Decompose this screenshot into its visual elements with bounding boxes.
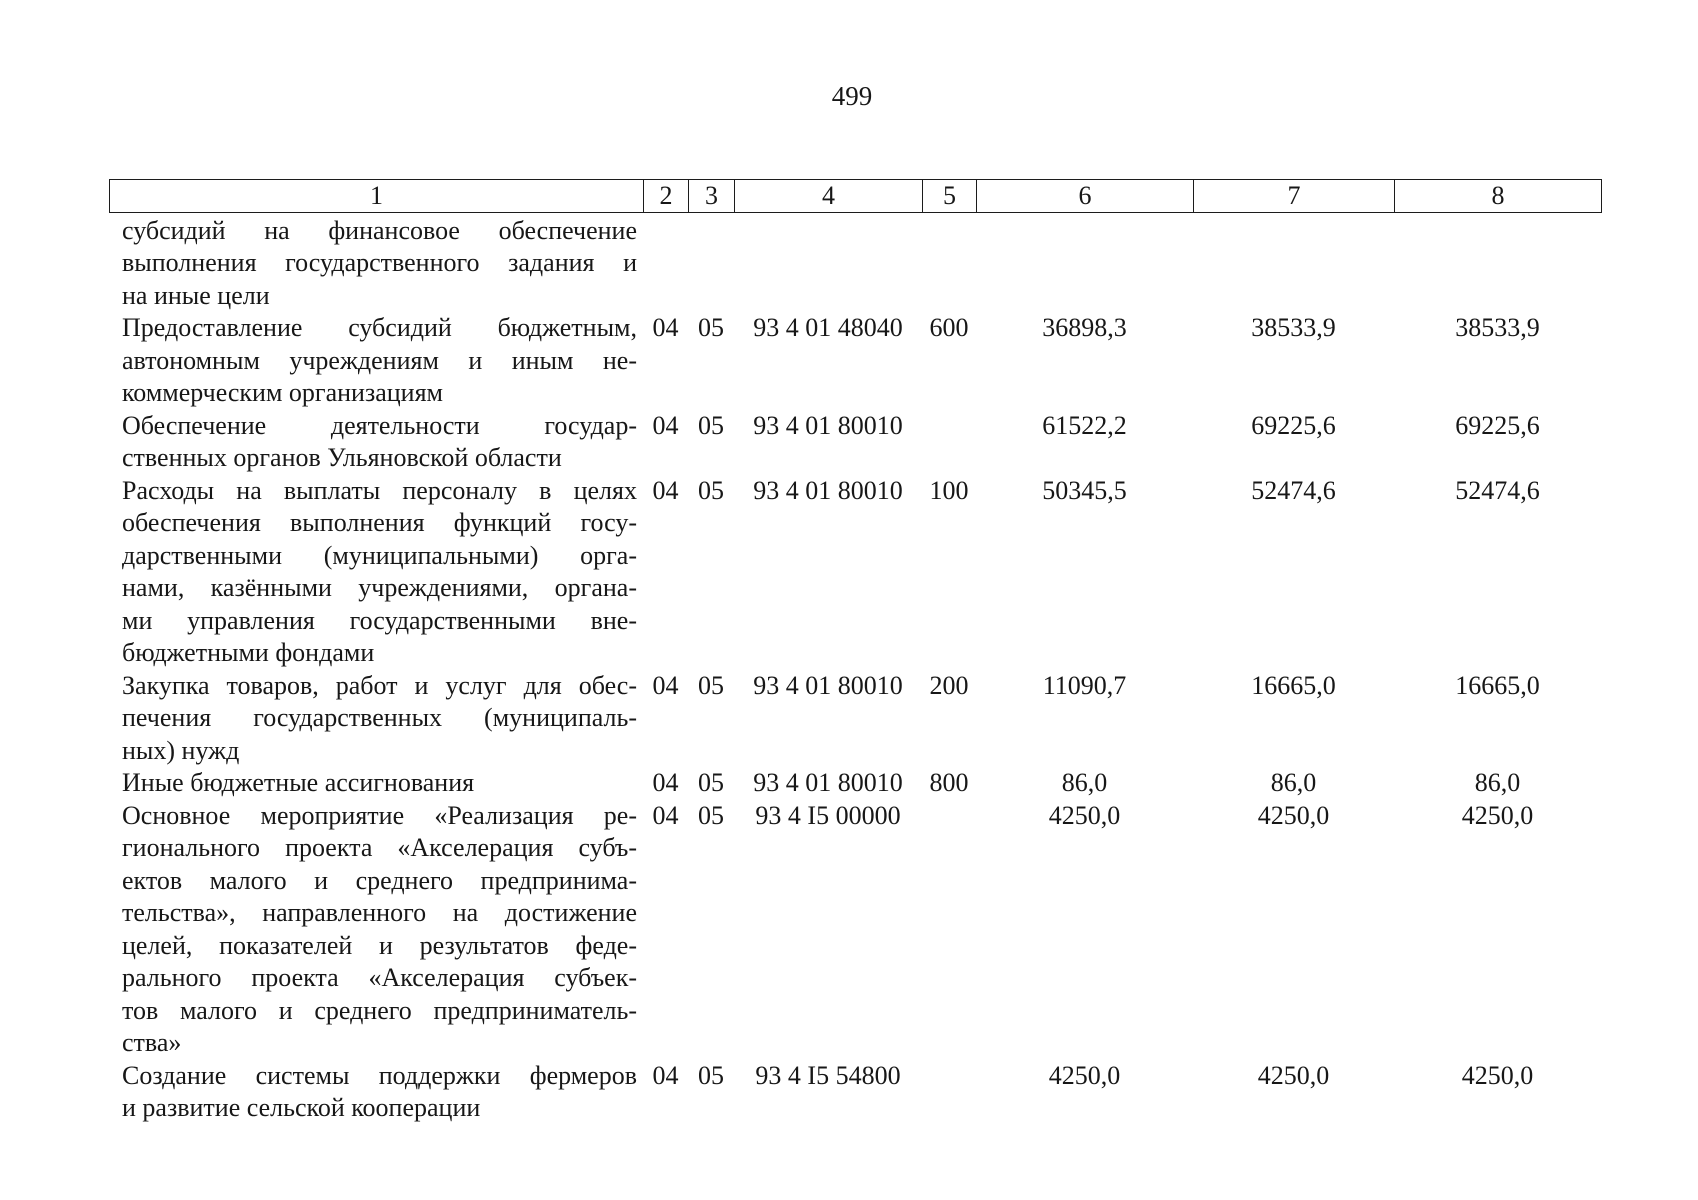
cell-col-6: 4250,0 (1048, 800, 1121, 830)
table-row (110, 767, 1601, 800)
cell-col-5: 800 (929, 768, 969, 797)
description-line: Закупка товаров, работ и услуг для обес- (122, 670, 637, 700)
cell-col-7: 4250,0 (1257, 1060, 1330, 1090)
cell-col-5: 600 (929, 313, 969, 342)
header-cell-col-7: 7 (1193, 180, 1394, 212)
description-line: на иные цели (122, 280, 270, 310)
cell-col-3: 05 (698, 475, 724, 505)
header-cell-col-2: 2 (643, 180, 688, 212)
table-row (110, 800, 1601, 1060)
cell-col-6: 86,0 (1061, 768, 1108, 797)
description-line: целей, показателей и результатов феде- (122, 930, 637, 960)
table-row (110, 1060, 1601, 1125)
description-line: гионального проекта «Акселерация субъ- (122, 833, 637, 862)
cell-col-2: 04 (652, 313, 679, 342)
description-line: Расходы на выплаты персоналу в целях (122, 475, 637, 505)
header-cell-col-1: 1 (370, 181, 383, 210)
description-line: коммерческим организациям (122, 378, 444, 407)
cell-col-4: 93 4 01 80010 (753, 410, 903, 440)
row-description (110, 215, 643, 313)
cell-col-8: 69225,6 (1455, 410, 1540, 440)
table-header-row (110, 180, 1601, 212)
cell-col-4: 93 4 I5 00000 (755, 800, 901, 830)
description-line: ных) нужд (122, 735, 240, 765)
header-cell-col-3: 3 (688, 180, 734, 212)
description-line: ственных органов Ульяновской области (122, 443, 562, 472)
cell-col-6: 61522,2 (1042, 410, 1127, 440)
cell-col-8: 16665,0 (1455, 670, 1540, 700)
description-line: бюджетными фондами (122, 638, 375, 667)
cell-col-8: 86,0 (1474, 768, 1521, 797)
description-line: рального проекта «Акселерация субъек- (122, 963, 637, 992)
row-description (110, 312, 643, 410)
cell-col-7: 4250,0 (1257, 800, 1330, 830)
cell-col-4: 93 4 01 80010 (753, 768, 903, 797)
row-description (110, 1060, 643, 1125)
description-line: обеспечения выполнения функций госу- (122, 508, 637, 537)
cell-col-2: 04 (652, 410, 679, 440)
row-description (110, 475, 643, 670)
cell-col-2: 04 (652, 800, 679, 830)
cell-col-6: 11090,7 (1042, 670, 1127, 700)
budget-table (110, 180, 1601, 1125)
cell-col-2: 04 (652, 475, 679, 505)
cell-col-6: 4250,0 (1048, 1060, 1121, 1090)
description-line: Иные бюджетные ассигнования (122, 768, 475, 797)
table-row (110, 312, 1601, 410)
row-description (110, 767, 643, 800)
header-cell-col-4: 4 (734, 180, 922, 212)
cell-col-7: 38533,9 (1251, 313, 1336, 342)
cell-col-3: 05 (698, 313, 724, 342)
cell-col-7: 52474,6 (1251, 475, 1336, 505)
description-line: ектов малого и среднего предпринима- (122, 865, 637, 895)
cell-col-7: 86,0 (1270, 768, 1317, 797)
cell-col-4: 93 4 01 48040 (753, 313, 903, 342)
cell-col-6: 50345,5 (1042, 475, 1127, 505)
page-number: 499 (831, 81, 873, 111)
cell-col-3: 05 (698, 670, 724, 700)
cell-col-8: 4250,0 (1461, 1060, 1534, 1090)
cell-col-7: 16665,0 (1251, 670, 1336, 700)
description-line: тельства», направленного на достижение (122, 898, 637, 927)
header-cell-col-6: 6 (976, 180, 1193, 212)
cell-col-7: 69225,6 (1251, 410, 1336, 440)
cell-col-5: 100 (929, 475, 969, 505)
description-line: нами, казёнными учреждениями, органа- (122, 573, 637, 602)
cell-col-8: 4250,0 (1461, 800, 1534, 830)
row-description (110, 410, 643, 475)
description-line: ми управления государственными вне- (122, 605, 637, 635)
description-line: Основное мероприятие «Реализация ре- (122, 800, 637, 830)
description-line: дарственными (муниципальными) орга- (122, 540, 637, 570)
table-row (110, 475, 1601, 670)
description-line: Создание системы поддержки фермеров (122, 1060, 637, 1090)
description-line: Обеспечение деятельности государ- (122, 410, 637, 440)
description-line: печения государственных (муниципаль- (122, 703, 637, 732)
cell-col-3: 05 (698, 800, 724, 830)
cell-col-8: 52474,6 (1455, 475, 1540, 505)
description-line: автономным учреждениям и иным не- (122, 345, 637, 375)
header-cell-col-5: 5 (922, 180, 976, 212)
cell-col-6: 36898,3 (1042, 313, 1127, 342)
cell-col-5: 200 (929, 670, 969, 700)
table-body (110, 215, 1601, 1125)
header-cell-col-8: 8 (1394, 180, 1601, 212)
table-row (110, 670, 1601, 768)
cell-col-3: 05 (698, 1060, 724, 1090)
table-row (110, 410, 1601, 475)
description-line: и развитие сельской кооперации (122, 1093, 481, 1122)
cell-col-2: 04 (652, 1060, 679, 1090)
description-line: выполнения государственного задания и (122, 248, 637, 277)
cell-col-8: 38533,9 (1455, 313, 1540, 342)
table-row (110, 215, 1601, 313)
cell-col-4: 93 4 I5 54800 (755, 1060, 901, 1090)
description-line: ства» (122, 1028, 182, 1057)
cell-col-2: 04 (652, 670, 679, 700)
cell-col-4: 93 4 01 80010 (753, 475, 903, 505)
row-description (110, 800, 643, 1060)
description-line: Предоставление субсидий бюджетным, (122, 313, 637, 342)
description-line: субсидий на финансовое обеспечение (122, 215, 637, 245)
row-description (110, 670, 643, 768)
cell-col-4: 93 4 01 80010 (753, 670, 903, 700)
cell-col-3: 05 (698, 410, 724, 440)
cell-col-3: 05 (698, 768, 724, 797)
description-line: тов малого и среднего предприниматель- (122, 995, 637, 1025)
cell-col-2: 04 (652, 768, 679, 797)
